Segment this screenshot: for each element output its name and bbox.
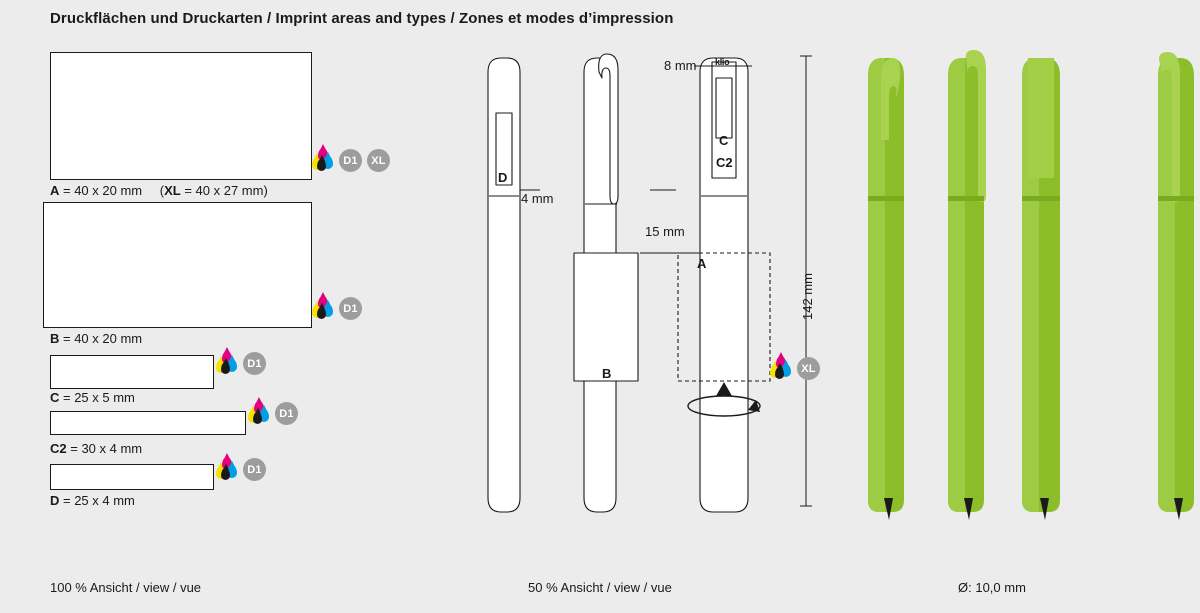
- imprint-area-c-id: C: [50, 390, 60, 405]
- imprint-area-a-extra-size: = 40 x 27 mm: [180, 183, 264, 198]
- drawing-xl-icons: [770, 356, 820, 380]
- dim-clip-imprint: 4 mm: [521, 191, 554, 206]
- imprint-area-a-extra-id: XL: [164, 183, 181, 198]
- footer-left: 100 % Ansicht / view / vue: [50, 580, 202, 595]
- pen-render-3: [1022, 58, 1060, 520]
- dim-clip-width: 8 mm: [664, 58, 697, 73]
- imprint-area-a-id: A: [50, 183, 60, 198]
- imprint-area-d-size: = 25 x 4 mm: [59, 493, 135, 508]
- dim-total-length: 142 mm: [800, 273, 815, 320]
- drawing-label-c: C: [719, 133, 729, 148]
- badge-d1-icon: D1: [243, 458, 266, 481]
- imprint-area-c2-size: = 30 x 4 mm: [66, 441, 143, 456]
- pen-render-4: [1158, 52, 1194, 520]
- badge-d1-icon: D1: [339, 149, 362, 172]
- imprint-area-c2-id: C2: [50, 441, 67, 456]
- imprint-area-a-extra-open: (: [159, 183, 165, 198]
- imprint-area-a-extra-close: ): [263, 183, 268, 198]
- brand-logo: klio: [715, 57, 730, 67]
- drawing-label-c2: C2: [716, 155, 733, 170]
- page-title: Druckflächen und Druckarten / Imprint areas and types / Zones et modes d’impression: [50, 10, 674, 27]
- footer-right: Ø: 10,0 mm: [958, 580, 1026, 595]
- pen-render-2: [948, 50, 986, 520]
- dim-barrel-offset: 15 mm: [645, 224, 685, 239]
- imprint-c-on-clip: [716, 78, 732, 138]
- badge-d1-icon: D1: [243, 352, 266, 375]
- pen-render-1: [868, 58, 904, 520]
- imprint-area-b-size: = 40 x 20 mm: [59, 331, 143, 346]
- footer-center: 50 % Ansicht / view / vue: [528, 580, 672, 595]
- drawing-label-a: A: [697, 256, 707, 271]
- badge-xl-icon: XL: [797, 357, 820, 380]
- drawing-label-d: D: [498, 170, 508, 185]
- badge-d1-icon: D1: [275, 402, 298, 425]
- imprint-area-a-size: = 40 x 20 mm: [59, 183, 143, 198]
- drawing-label-b: B: [602, 366, 612, 381]
- imprint-area-b-id: B: [50, 331, 60, 346]
- badge-xl-icon: XL: [367, 149, 390, 172]
- cmyk-drops-icon: [770, 356, 792, 380]
- badge-d1-icon: D1: [339, 297, 362, 320]
- imprint-area-d-id: D: [50, 493, 60, 508]
- imprint-area-c-size: = 25 x 5 mm: [59, 390, 135, 405]
- imprint-b-on-pen: [574, 253, 638, 381]
- pen-renderings: [868, 50, 1194, 520]
- rotation-arrow-tip: [748, 400, 760, 412]
